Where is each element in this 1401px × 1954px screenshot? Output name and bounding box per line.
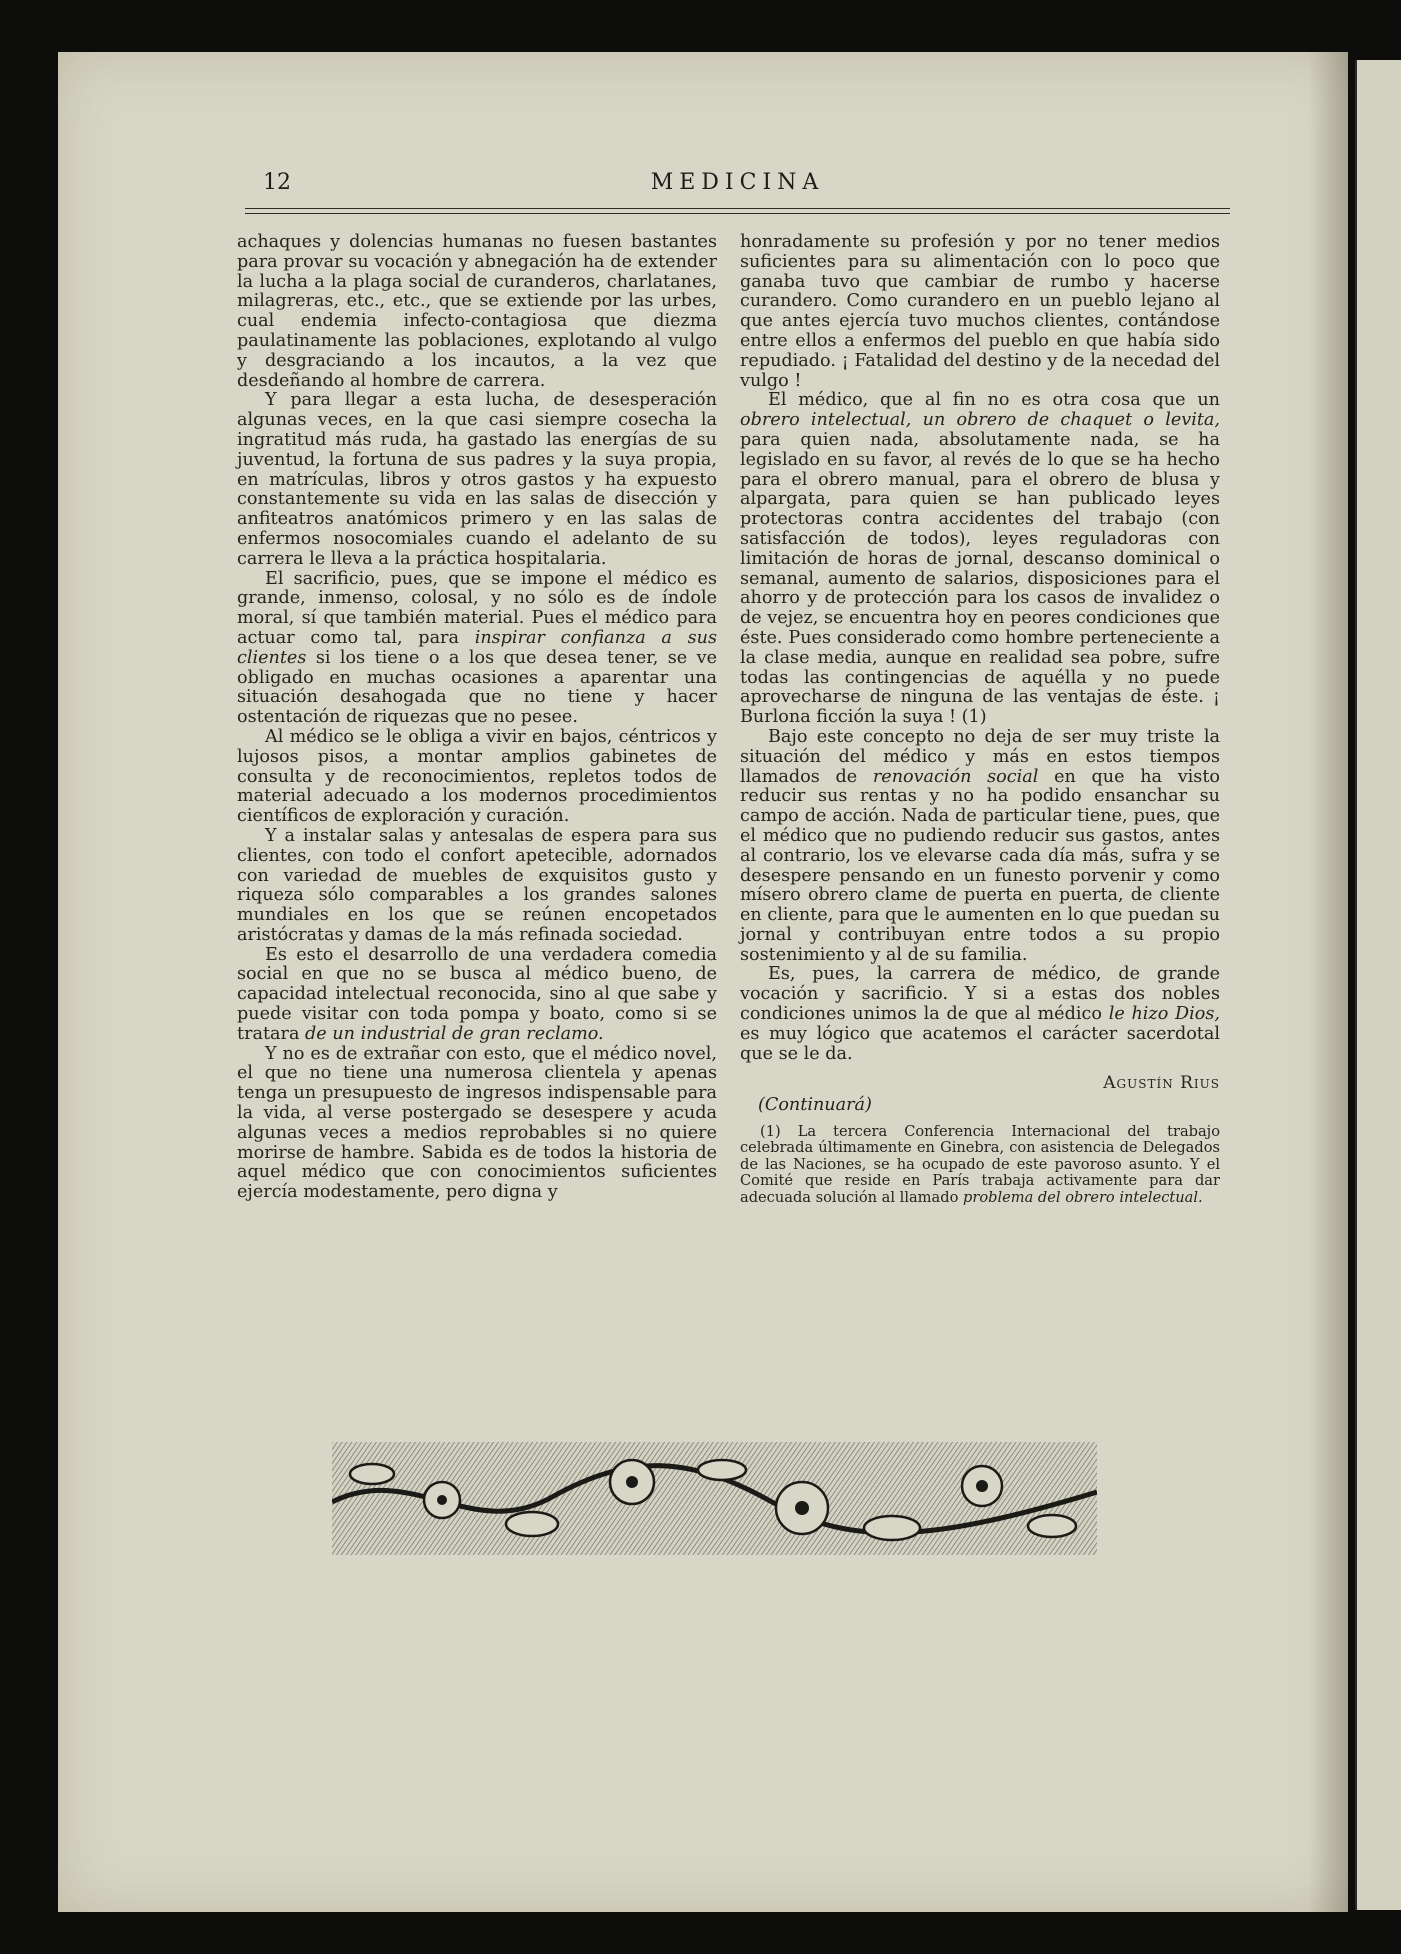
paragraph: Es, pues, la carrera de médico, de grande vocación y sacrificio. Y si a estas dos nobles condiciones unimos la de que al médico le hizo Dios, es muy lógico que acatemos el carácter sacerdotal que se le da. [740, 964, 1220, 1064]
right-column [740, 233, 1220, 1206]
paragraph: Y a instalar salas y antesalas de espera para sus clientes, con todo el confort apetecible, adornados con variedad de muebles de exquisitos gusto y riqueza sólo comparables a los grandes salones mundiales en los que se reúnen encopetados aristócratas y damas de la más refinada sociedad. [237, 825, 717, 945]
floral-ornament-icon [332, 1442, 1097, 1555]
header-rule-top [245, 208, 1230, 209]
left-column [237, 233, 717, 1203]
author-signature: Agustín Rius [1103, 1073, 1220, 1094]
header-rule-bottom [245, 213, 1230, 214]
paragraph: El sacrificio, pues, que se impone el médico es grande, inmenso, colosal, y no sólo es de índole moral, sí que también material. Pues el médico para actuar como tal, para inspirar confianza a sus clientes si los tiene o a los que desea tener, se ve obligado en muchas ocasiones a aparentar una situación desahogada que no tiene y hacer ostentación de riquezas que no pesee. [237, 568, 718, 728]
paragraph: Y para llegar a esta lucha, de desesperación algunas veces, en la que casi siempre cosecha la ingratitud más ruda, ha gastado las energías de su juventud, la fortuna de sus padres y la suya propia, en matrículas, libros y otros gastos y ha expuesto constantemente su vida en las salas de disección y anfiteatros anatómicos primero y en las salas de enfermos nosocomiales cuando el adelanto de su carrera le lleva a la práctica hospitalaria. [237, 390, 717, 569]
paragraph: achaques y dolencias humanas no fuesen bastantes para provar su vocación y abnegación ha de extender la lucha a la plaga social de curanderos, charlatanes, milagreras, etc., etc., que se extiende por las urbes, cual endemia infecto-contagiosa que diezma paulatinamente las poblaciones, explotando al vulgo y desgraciando a los incautos, a la vez que desdeñando al hombre de carrera. [237, 232, 717, 391]
facing-page-edge [1355, 60, 1401, 1910]
paragraph: Y no es de extrañar con esto, que el médico novel, el que no tiene una numerosa clientela y apenas tenga un presupuesto de ingresos indispensable para la vida, al verse postergado se desespere y acuda algunas veces a medios reprobables si no quiere morirse de hambre. Sabida es de todos la historia de aquel médico que con conocimientos suficientes ejercía modestamente, pero digna y [237, 1043, 717, 1203]
paragraph: Es esto el desarrollo de una verdadera comedia social en que no se busca al médico bueno, de capacidad intelectual reconocida, sino al que sabe y puede visitar con toda pompa y boato, como si se tratara de un industrial de gran reclamo. [237, 944, 717, 1044]
running-title: MEDICINA [650, 170, 825, 195]
footnote: (1) La tercera Conferencia Internacional del trabajo celebrada últimamente en Ginebra, con asistencia de Delegados de las Naciones, se ha ocupado de este pavoroso asunto. Y el Comité que reside en París trabaja activamente para dar adecuada solución al llamado problema del obrero intelectual. [740, 1123, 1220, 1206]
running-header [245, 170, 1230, 204]
paragraph: Bajo este concepto no deja de ser muy triste la situación del médico y más en estos tiempos llamados de renovación social en que ha visto reducir sus rentas y no ha podido ensanchar su campo de acción. Nada de particular tiene, pues, que el médico que no pudiendo reducir sus gastos, antes al contrario, los ve elevarse cada día más, sufra y se desespere pensando en un funesto porvenir y como mísero obrero clame de puerta en puerta, de cliente en cliente, para que le aumenten en lo que puedan su jornal y contribuyan entre todos a su propio sostenimiento y al de su familia. [740, 726, 1220, 965]
continued-note: (Continuará) [758, 1095, 872, 1116]
paragraph: El médico, que al fin no es otra cosa que un obrero intelectual, un obrero de chaquet o levita, para quien nada, absolutamente nada, se ha legislado en su favor, al revés de lo que se ha hecho para el obrero manual, para el obrero de blusa y alpargata, para quien se han publicado leyes protectoras contra accidentes del trabajo (con satisfacción de todos), leyes reguladoras con limitación de horas de jornal, descanso dominical o semanal, aumento de salarios, disposiciones para el ahorro y de protección para los casos de invalidez o de vejez, se encuentra hoy en peores condiciones que éste. Pues considerado como hombre perteneciente a la clase media, aunque en realidad sea pobre, sufre todas las contingencias de aquélla y no puede aprovecharse de ninguna de las ventajas de éste. ¡ Burlona ficción la suya ! (1) [740, 390, 1220, 728]
page-number: 12 [263, 170, 291, 195]
paragraph: Al médico se le obliga a vivir en bajos, céntricos y lujosos pisos, a montar amplios gabinetes de consulta y de reconocimientos, repletos todos de material adecuado a los modernos procedimientos científicos de exploración y curación. [237, 726, 717, 827]
paragraph: honradamente su profesión y por no tener medios suficientes para su alimentación con lo poco que ganaba tuvo que cambiar de rumbo y hacerse curandero. Como curandero en un pueblo lejano al que antes ejercía tuvo muchos clientes, contándose entre ellos a enfermos del pueblo en que había sido repudiado. ¡ Fatalidad del destino y de la necedad del vulgo ! [740, 232, 1220, 391]
spine-shadow [1308, 52, 1348, 1912]
